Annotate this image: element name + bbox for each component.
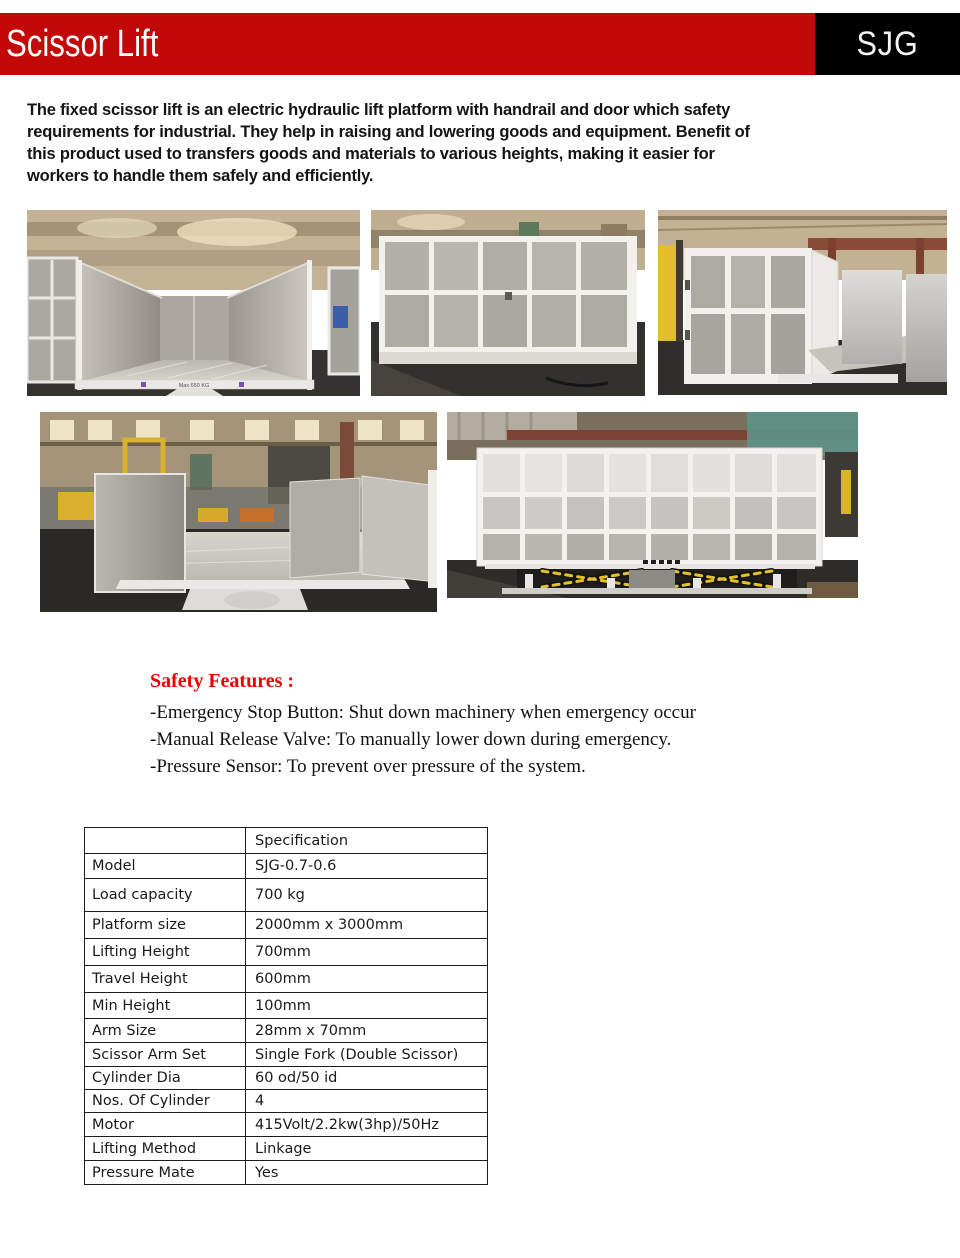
- specification-table: [84, 827, 488, 1185]
- plastic-wrap: [224, 591, 280, 609]
- spec-label: Platform size: [85, 912, 246, 939]
- header-bar: [0, 13, 960, 75]
- metal-wall-panel: [95, 474, 185, 592]
- photo-cage-corner-open-door: [658, 210, 947, 395]
- table-row: [85, 1137, 488, 1161]
- safety-features-section: [150, 670, 696, 780]
- table-row: [85, 879, 488, 912]
- spec-value: Yes: [246, 1161, 488, 1185]
- max-load-label: Max 650 KG: [178, 383, 210, 389]
- table-row: [85, 1161, 488, 1185]
- intro-line: this product used to transfers goods and materials to various heights, making it easier for: [27, 145, 715, 163]
- metal-wall-panel: [842, 270, 902, 364]
- spec-label: Cylinder Dia: [85, 1067, 246, 1090]
- spec-label: Pressure Mate: [85, 1161, 246, 1185]
- table-row: [85, 939, 488, 966]
- spec-value: 60 od/50 id: [246, 1067, 488, 1090]
- table-header-row: [85, 828, 488, 854]
- spec-corner-cell: [85, 828, 246, 854]
- spec-label: Load capacity: [85, 879, 246, 912]
- safety-features-title: Safety Features :: [150, 670, 295, 692]
- metal-wall-panel: [290, 478, 360, 578]
- brand-logo-box: [815, 13, 960, 75]
- spec-value: 700 kg: [246, 879, 488, 912]
- photo-cage-front: [371, 210, 645, 396]
- intro-line: requirements for industrial. They help in raising and lowering goods and equipment. Benefit of: [27, 123, 750, 141]
- intro-line: The fixed scissor lift is an electric hydraulic lift platform with handrail and door which safety: [27, 101, 731, 119]
- spec-value: 28mm x 70mm: [246, 1019, 488, 1043]
- spec-label: Motor: [85, 1113, 246, 1137]
- safety-feature-item: -Emergency Stop Button: Shut down machinery when emergency occur: [150, 702, 696, 723]
- table-row: [85, 1019, 488, 1043]
- cage-sill: [379, 352, 637, 364]
- spec-value: 700mm: [246, 939, 488, 966]
- brand-logo: SJG: [856, 24, 919, 63]
- table-row: [85, 1067, 488, 1090]
- table-row: [85, 1043, 488, 1067]
- base-beam: [778, 374, 898, 383]
- table-row: [85, 993, 488, 1019]
- table-row: [85, 1090, 488, 1113]
- spec-value: 600mm: [246, 966, 488, 993]
- table-row: [85, 966, 488, 993]
- spec-label: Travel Height: [85, 966, 246, 993]
- spec-label: Min Height: [85, 993, 246, 1019]
- spec-value: Single Fork (Double Scissor): [246, 1043, 488, 1067]
- spec-label: Model: [85, 854, 246, 879]
- table-row: [85, 1113, 488, 1137]
- intro-paragraph: [27, 99, 887, 187]
- spec-label: Nos. Of Cylinder: [85, 1090, 246, 1113]
- spec-label: Scissor Arm Set: [85, 1043, 246, 1067]
- metal-wall-panel: [906, 274, 947, 382]
- spec-value: 100mm: [246, 993, 488, 1019]
- spec-value: 4: [246, 1090, 488, 1113]
- metal-wall-panel: [362, 476, 437, 582]
- hydraulic-unit: [629, 570, 675, 588]
- spec-value: Linkage: [246, 1137, 488, 1161]
- wood-planks: [807, 582, 858, 598]
- photo-workshop-platform: [40, 412, 437, 612]
- platform-edge: [116, 580, 410, 589]
- door-latch: [505, 292, 512, 300]
- page-title: Scissor Lift: [6, 22, 159, 65]
- spec-value: 2000mm x 3000mm: [246, 912, 488, 939]
- base-frame: [502, 588, 812, 594]
- platform-underside: [485, 564, 815, 569]
- spec-value: SJG-0.7-0.6: [246, 854, 488, 879]
- photo-platform-front-open: [27, 210, 360, 396]
- table-row: [85, 912, 488, 939]
- spec-value: 415Volt/2.2kw(3hp)/50Hz: [246, 1113, 488, 1137]
- spec-header-cell: Specification: [246, 828, 488, 854]
- intro-line: workers to handle them safely and efficiently.: [27, 167, 374, 185]
- spec-label: Lifting Method: [85, 1137, 246, 1161]
- safety-feature-item: -Manual Release Valve: To manually lower down during emergency.: [150, 729, 672, 750]
- spec-label: Lifting Height: [85, 939, 246, 966]
- cage-panels: [691, 256, 805, 374]
- table-row: [85, 854, 488, 879]
- photo-scissor-lift-side: [447, 412, 858, 598]
- spec-label: Arm Size: [85, 1019, 246, 1043]
- safety-feature-item: -Pressure Sensor: To prevent over pressure of the system.: [150, 756, 586, 777]
